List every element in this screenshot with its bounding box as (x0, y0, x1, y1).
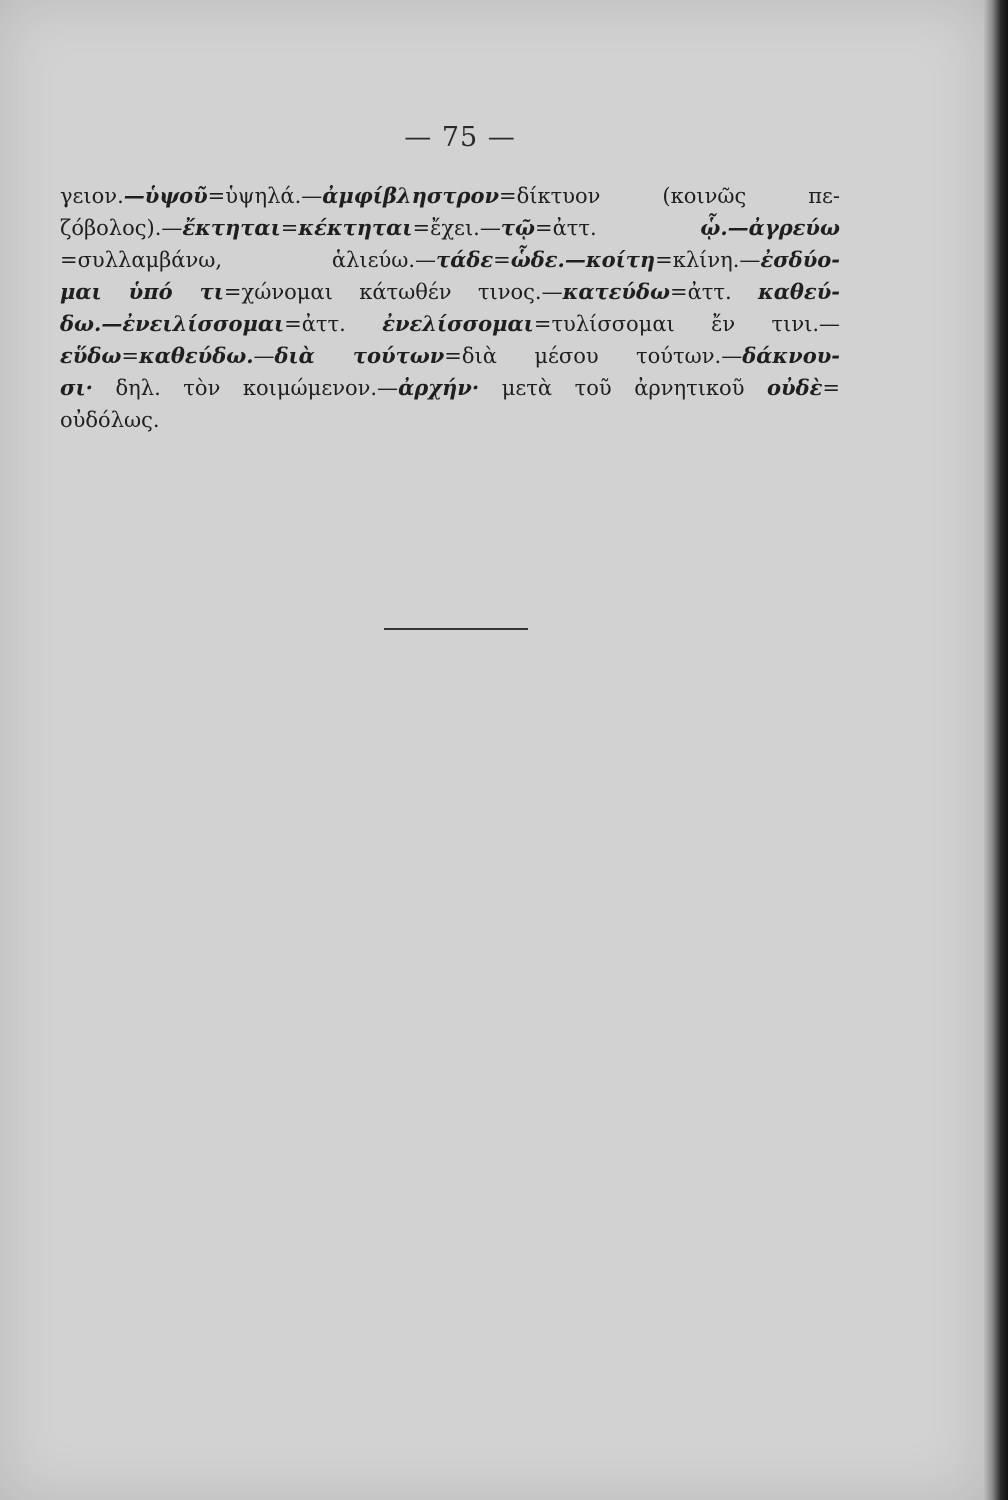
headword: τῷ (500, 215, 535, 240)
text-line (60, 180, 840, 212)
gloss-text: =ἔχει.— (412, 216, 501, 240)
headword: ὧδε.—κοίτη (510, 247, 656, 272)
text-line (60, 244, 840, 276)
text-line (60, 404, 840, 436)
gloss-text: =ἀττ. (284, 312, 383, 336)
gloss-text: =τυλίσσομαι ἔν τινι.— (533, 312, 840, 336)
gloss-text: =συλλαμβάνω, ἁλιεύω.— (60, 248, 437, 272)
gloss-text: δηλ. τὸν κοιμώμενον.— (92, 376, 399, 400)
headword: ἐνελίσσομαι (382, 311, 534, 336)
headword: ἀρχήν· (398, 375, 480, 400)
gloss-text: = (822, 376, 840, 400)
headword: ἐνειλίσσομαι (122, 311, 285, 336)
headword: ἔκτηται (182, 215, 281, 240)
gloss-text: ζόβολος).— (60, 216, 183, 240)
headword: οὐδὲ (767, 375, 823, 400)
headword: —ὑψοῦ (123, 183, 208, 208)
headword: δω.— (60, 311, 123, 336)
headword: καθεύδω. (138, 343, 254, 368)
gloss-text: = (280, 216, 299, 240)
text-line (60, 308, 840, 340)
gloss-text: — (253, 344, 275, 368)
text-line (60, 212, 840, 244)
gloss-text: =ἀττ. (669, 280, 759, 304)
headword: καθεύ- (758, 279, 840, 304)
section-divider (384, 628, 528, 630)
page-edge (984, 0, 1008, 1500)
gloss-text: =κλίνη.— (655, 248, 761, 272)
gloss-text: μετὰ τοῦ ἀρνητικοῦ (479, 376, 768, 400)
gloss-text: =διὰ μέσου τούτων.— (444, 344, 743, 368)
headword: κατεύδω (562, 279, 670, 304)
headword: ἀμφίβληστρον (322, 183, 500, 208)
text-line (60, 276, 840, 308)
text-line (60, 372, 840, 404)
gloss-text: = (121, 344, 139, 368)
headword: ᾧ.—ἀγρεύω (700, 215, 840, 240)
gloss-text: =ἀττ. (534, 216, 701, 240)
headword: μαι ὑπό τι (60, 279, 224, 304)
headword: σι· (60, 375, 93, 400)
gloss-text: =ὑψηλά.— (207, 184, 323, 208)
gloss-text: οὐδόλως. (60, 408, 160, 432)
headword: δάκνου- (742, 343, 840, 368)
text-line (60, 340, 840, 372)
page-number: — 75 — (404, 122, 516, 153)
gloss-text: = (493, 248, 511, 272)
gloss-text: γειον. (60, 184, 124, 208)
gloss-text: =χώνομαι κάτωθέν τινος.— (223, 280, 563, 304)
glossary-paragraph (60, 180, 840, 436)
headword: διὰ τούτων (274, 343, 445, 368)
gloss-text: =δίκτυον (κοινῶς πε- (499, 184, 840, 208)
headword: τάδε (436, 247, 494, 272)
headword: κέκτηται (298, 215, 413, 240)
headword: εὕδω (60, 343, 122, 368)
headword: ἐσδύο- (760, 247, 840, 272)
